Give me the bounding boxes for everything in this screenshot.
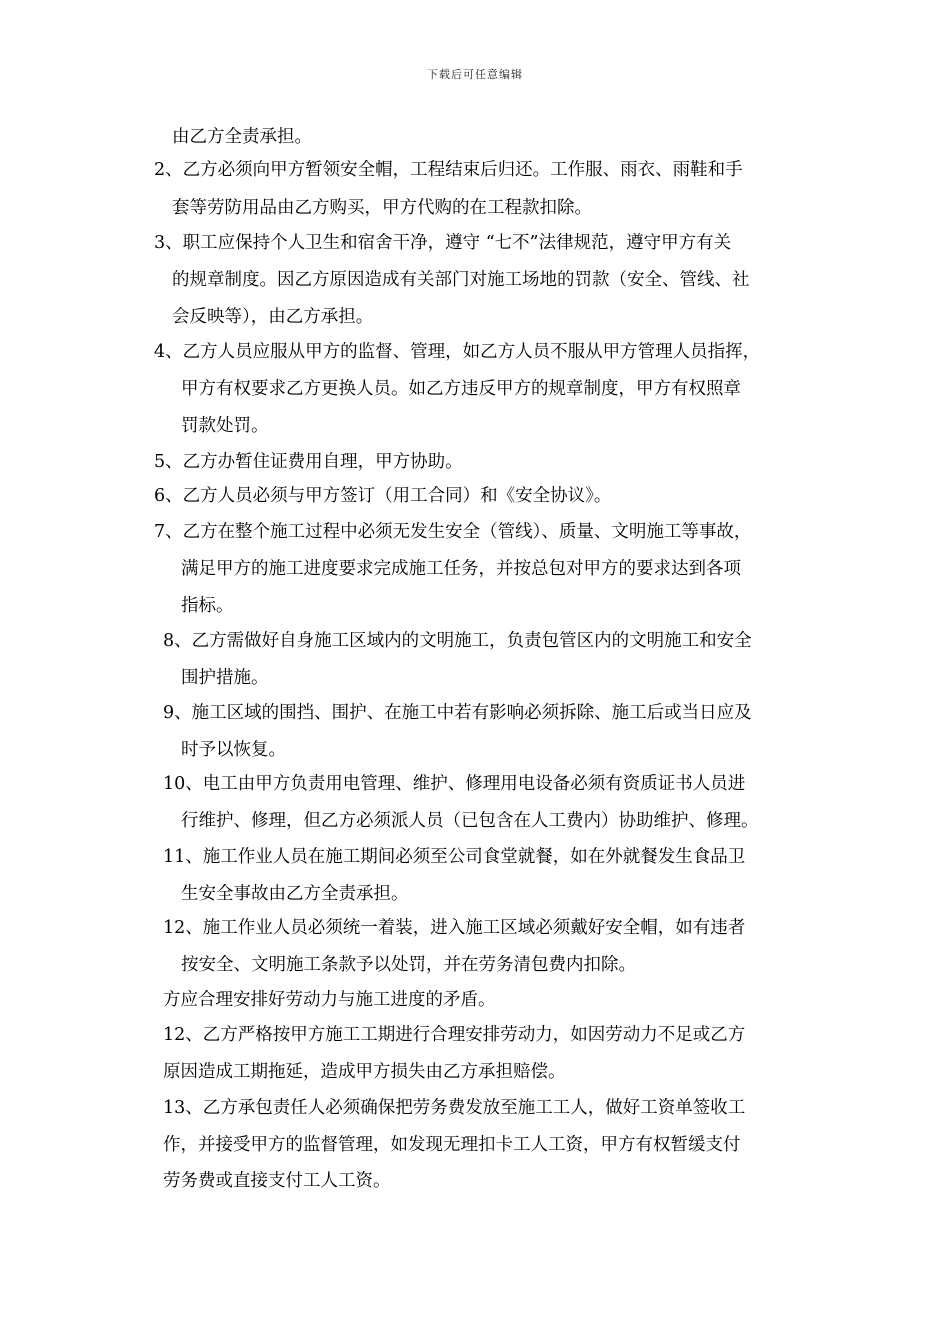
text-line: 指标。 xyxy=(181,596,234,616)
clause-12b: 12、乙方严格按甲方施工工期进行合理安排劳动力，如因劳动力不足或乙方 xyxy=(163,1025,746,1045)
text-line: 生安全事故由乙方全责承担。 xyxy=(181,884,409,904)
clause-12: 12、施工作业人员必须统一着装，进入施工区域必须戴好安全帽，如有违者 xyxy=(163,918,746,938)
text-line: 按安全、文明施工条款予以处罚，并在劳务清包费内扣除。 xyxy=(181,955,636,975)
clause-5: 5、乙方办暂住证费用自理，甲方协助。 xyxy=(154,452,463,472)
clause-3: 3、职工应保持个人卫生和宿舍干净，遵守 “七不”法律规范，遵守甲方有关 xyxy=(154,233,732,253)
text-line: 甲方有权要求乙方更换人员。如乙方违反甲方的规章制度，甲方有权照章 xyxy=(181,379,741,399)
text-line: 罚款处罚。 xyxy=(181,416,269,436)
clause-11: 11、施工作业人员在施工期间必须至公司食堂就餐，如在外就餐发生食品卫 xyxy=(163,847,746,867)
clause-7: 7、乙方在整个施工过程中必须无发生安全（管线）、质量、文明施工等事故， xyxy=(154,522,752,542)
text-line: 时予以恢复。 xyxy=(181,740,286,760)
clause-2: 2、乙方必须向甲方暂领安全帽，工程结束后归还。工作服、雨衣、雨鞋和手 xyxy=(154,160,743,180)
text-line: 满足甲方的施工进度要求完成施工任务，并按总包对甲方的要求达到各项 xyxy=(181,559,741,579)
clause-8: 8、乙方需做好自身施工区域内的文明施工，负责包管区内的文明施工和安全 xyxy=(163,631,752,651)
text-line: 套等劳防用品由乙方购买，甲方代购的在工程款扣除。 xyxy=(172,198,592,218)
text-line: 方应合理安排好劳动力与施工进度的矛盾。 xyxy=(163,990,496,1010)
clause-9: 9、施工区域的围挡、围护、在施工中若有影响必须拆除、施工后或当日应及 xyxy=(163,703,752,723)
clause-13: 13、乙方承包责任人必须确保把劳务费发放至施工工人，做好工资单签收工 xyxy=(163,1098,746,1118)
text-line: 劳务费或直接支付工人工资。 xyxy=(163,1171,391,1191)
text-line: 由乙方全责承担。 xyxy=(172,127,312,147)
text-line: 作，并接受甲方的监督管理，如发现无理扣卡工人工资，甲方有权暂缓支付 xyxy=(163,1135,741,1155)
clause-4: 4、乙方人员应服从甲方的监督、管理，如乙方人员不服从甲方管理人员指挥， xyxy=(154,342,761,362)
page-header-note: 下载后可任意编辑 xyxy=(427,68,523,81)
clause-10: 10、电工由甲方负责用电管理、维护、修理用电设备必须有资质证书人员进 xyxy=(163,774,746,794)
text-line: 原因造成工期拖延，造成甲方损失由乙方承担赔偿。 xyxy=(163,1062,566,1082)
text-line: 行维护、修理，但乙方必须派人员（已包含在人工费内）协助维护、修理。 xyxy=(181,811,759,831)
text-line: 的规章制度。因乙方原因造成有关部门对施工场地的罚款（安全、管线、社 xyxy=(172,270,750,290)
text-line: 围护措施。 xyxy=(181,668,269,688)
text-line: 会反映等），由乙方承担。 xyxy=(172,307,374,327)
clause-6: 6、乙方人员必须与甲方签订（用工合同）和《安全协议》。 xyxy=(154,486,612,506)
